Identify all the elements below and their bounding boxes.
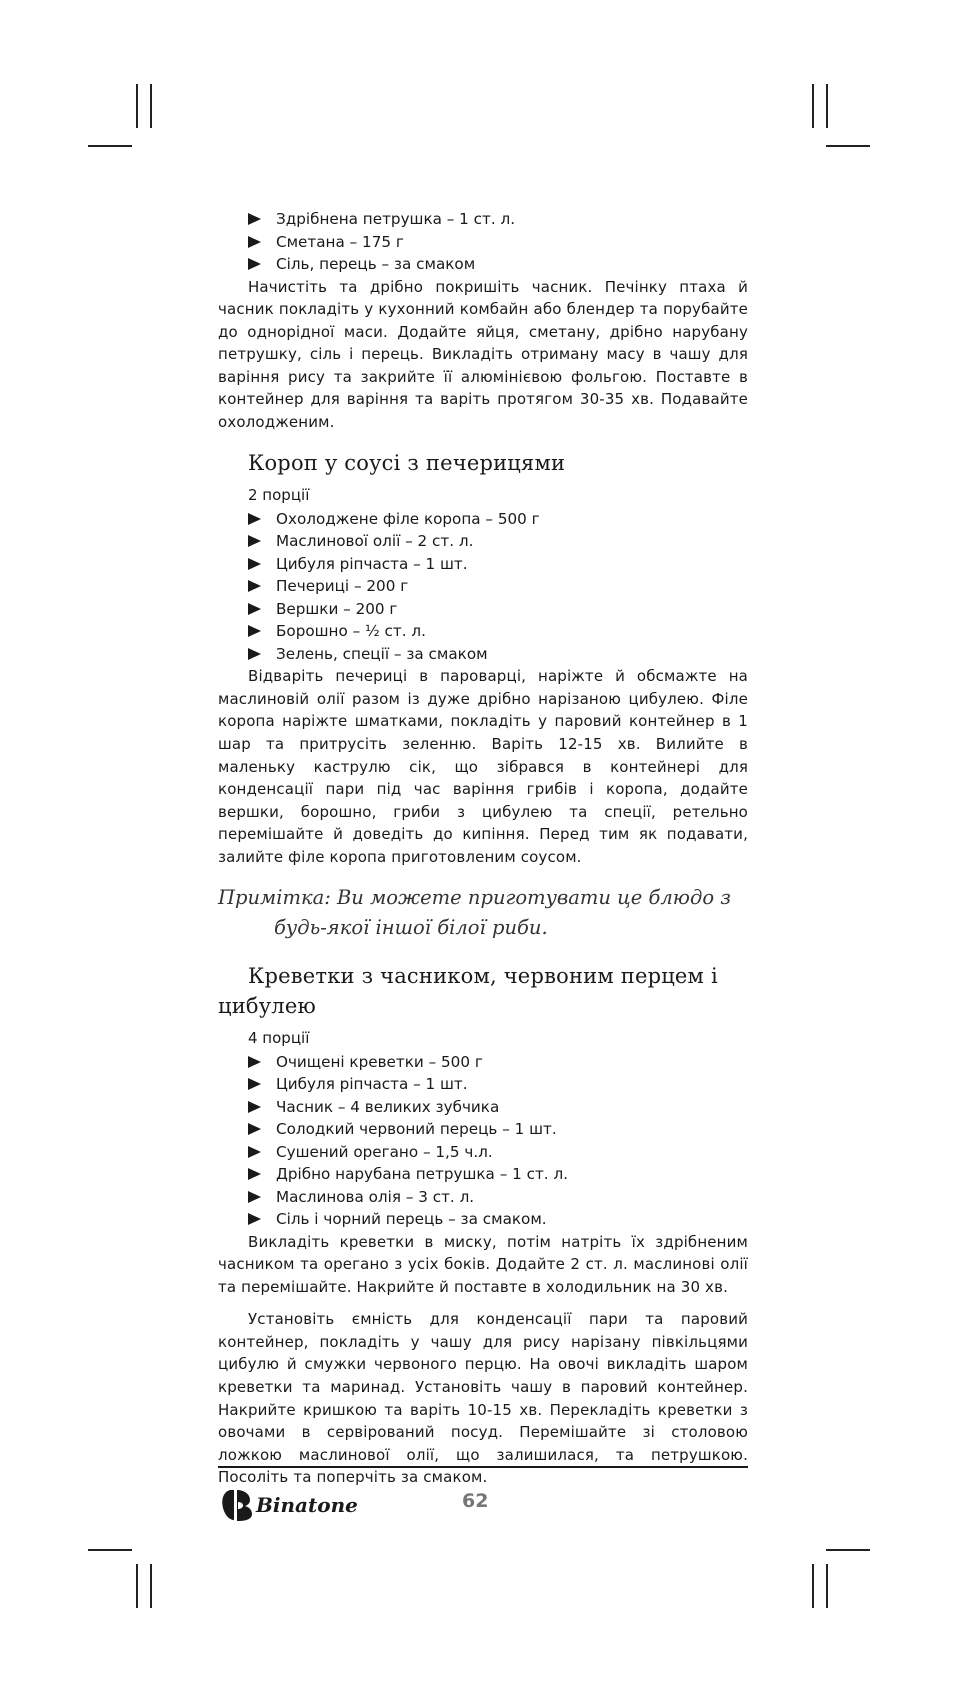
bullet-icon	[248, 1056, 261, 1068]
crop-mark	[136, 1564, 138, 1608]
method-paragraph: Викладіть креветки в миску, потім натріть їх здрібненим часником та орегано з усіх боків. Додайте 2 ст. л. маслинові олії та перемішайте. Накрийте й поставте в холодильник на 30 хв.	[218, 1232, 748, 1296]
bullet-icon	[248, 1213, 261, 1225]
list-item: Печериці – 200 г	[248, 575, 748, 598]
note	[218, 883, 748, 943]
list-item: Вершки – 200 г	[248, 598, 748, 621]
crop-mark	[812, 84, 814, 128]
recipe-title: Короп у соусі з печерицями	[248, 450, 566, 475]
crop-mark	[136, 84, 138, 128]
list-item: Очищені креветки – 500 г	[248, 1051, 748, 1074]
crop-mark	[150, 84, 152, 128]
list-item: Часник – 4 великих зубчика	[248, 1096, 748, 1119]
bullet-icon	[248, 1123, 261, 1135]
bullet-icon	[248, 625, 261, 637]
crop-mark	[826, 1549, 870, 1551]
intro-paragraph: Начистіть та дрібно покришіть часник. Печінку птаха й часник покладіть у кухонний комбайн або блендер та порубайте до однорідної маси. Додайте яйця, сметану, дрібно нарубану петрушку, сіль і перець. Викладіть отриману масу в чашу для варіння рису та закрийте її алюмінієвою фольгою. Поставте в контейнер для варіння та варіть протягом 30-35 хв. Подавайте охолодженим.	[218, 277, 748, 432]
bullet-icon	[248, 603, 261, 615]
crop-mark	[812, 1564, 814, 1608]
footer-divider	[218, 1466, 748, 1468]
list-item: Здрібнена петрушка – 1 ст. л.	[248, 208, 748, 231]
bullet-icon	[248, 1191, 261, 1203]
portions: 4 порції	[248, 1028, 310, 1047]
list-item: Сіль, перець – за смаком	[248, 253, 748, 276]
list-item: Сушений орегано – 1,5 ч.л.	[248, 1141, 748, 1164]
list-item: Солодкий червоний перець – 1 шт.	[248, 1118, 748, 1141]
bullet-icon	[248, 1168, 261, 1180]
bullet-icon	[248, 648, 261, 660]
brand-logo	[220, 1487, 358, 1523]
bullet-icon	[248, 1078, 261, 1090]
list-item: Сметана – 175 г	[248, 231, 748, 254]
ingredient-list	[218, 1051, 748, 1231]
crop-mark	[826, 1564, 828, 1608]
brand-name: Binatone	[256, 1493, 358, 1517]
list-item: Борошно – ½ ст. л.	[248, 620, 748, 643]
bullet-icon	[248, 213, 261, 225]
crop-mark	[826, 145, 870, 147]
title-line: Креветки з часником, червоним перцем і	[248, 963, 718, 988]
bullet-icon	[248, 558, 261, 570]
list-item: Цибуля ріпчаста – 1 шт.	[248, 1073, 748, 1096]
crop-mark	[826, 84, 828, 128]
bullet-icon	[248, 580, 261, 592]
note-line: будь-якої іншої білої риби.	[274, 915, 548, 939]
list-item: Дрібно нарубана петрушка – 1 ст. л.	[248, 1163, 748, 1186]
crop-mark	[150, 1564, 152, 1608]
portions: 2 порції	[248, 485, 310, 504]
list-item: Сіль і чорний перець – за смаком.	[248, 1208, 748, 1231]
binatone-logo-icon	[220, 1488, 254, 1522]
bullet-icon	[248, 513, 261, 525]
bullet-icon	[248, 258, 261, 270]
title-line: цибулею	[218, 993, 316, 1018]
bullet-icon	[248, 1101, 261, 1113]
intro-ingredient-list	[218, 208, 748, 276]
list-item: Маслинова олія – 3 ст. л.	[248, 1186, 748, 1209]
method-paragraph: Відваріть печериці в пароварці, наріжте й обсмажте на маслиновій олії разом із дуже дрібно нарізаною цибулею. Філе коропа наріжте шматками, покладіть у паровий контейнер в 1 шар та притрусіть зеленню. Варіть 12-15 хв. Вилийте в маленьку каструлю сік, що зібрався в контейнері для конденсації пари під час варіння грибів і коропа, додайте вершки, борошно, гриби з цибулею та спеції, ретельно перемішайте й доведіть до кипіння. Перед тим як подавати, залийте філе коропа приготовленим соусом.	[218, 667, 748, 866]
list-item: Маслинової олії – 2 ст. л.	[248, 530, 748, 553]
crop-mark	[88, 1549, 132, 1551]
list-item: Охолоджене філе коропа – 500 г	[248, 508, 748, 531]
method-paragraph: Установіть ємність для конденсації пари та паровий контейнер, покладіть у чашу для рису нарізану півкільцями цибулю й смужки червоного перцю. На овочі викладіть шаром креветки та маринад. Установіть чашу в паровий контейнер. Накрийте кришкою та варіть 10-15 хв. Перекладіть креветки з овочами в сервірований посуд. Перемішайте зі столовою ложкою маслинової олії, що залишилася, та петрушкою. Посоліть та поперчіть за смаком.	[218, 1310, 748, 1487]
crop-mark	[88, 145, 132, 147]
recipe-title	[218, 961, 748, 1021]
bullet-icon	[248, 236, 261, 248]
page-number: 62	[462, 1490, 489, 1512]
list-item: Цибуля ріпчаста – 1 шт.	[248, 553, 748, 576]
page-content	[218, 208, 748, 1489]
note-line: Примітка: Ви можете приготувати це блюдо з	[218, 885, 731, 909]
bullet-icon	[248, 1146, 261, 1158]
ingredient-list	[218, 508, 748, 666]
list-item: Зелень, спеції – за смаком	[248, 643, 748, 666]
bullet-icon	[248, 535, 261, 547]
